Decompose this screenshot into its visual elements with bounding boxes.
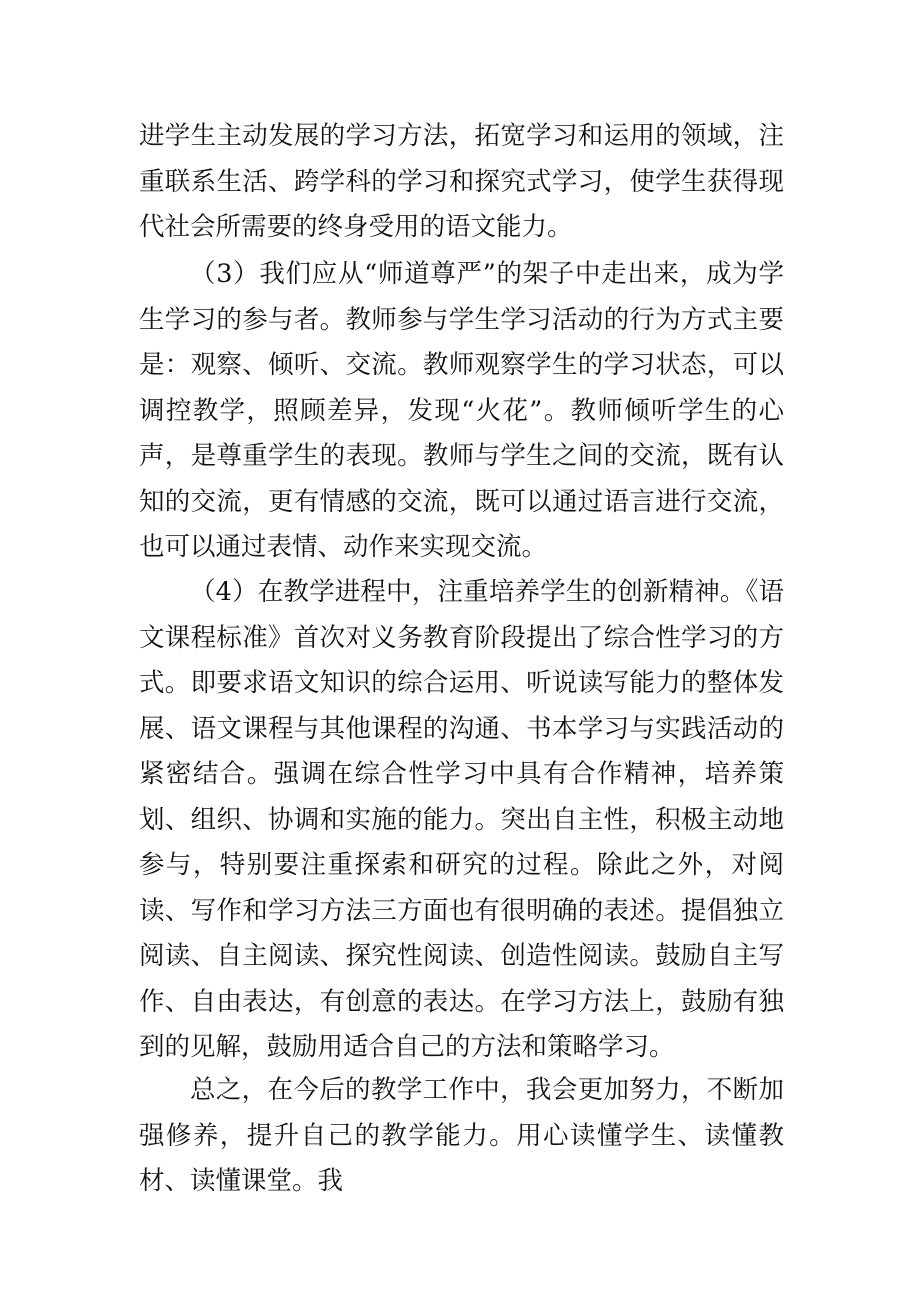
- paragraph-point-4: （4）在教学进程中，注重培养学生的创新精神。《语文课程标准》首次对义务教育阶段提出了综合性学习的方式。即要求语文知识的综合运用、听说读写能力的整体发展、语文课程与其他课程的沟通、书本学习与实践活动的紧密结合。强调在综合性学习中具有合作精神，培养策划、组织、协调和实施的能力。突出自主性，积极主动地参与，特别要注重探索和研究的过程。除此之外，对阅读、写作和学习方法三方面也有很明确的表述。提倡独立阅读、自主阅读、探究性阅读、创造性阅读。鼓励自主写作、自由表达，有创意的表达。在学习方法上，鼓励有独到的见解，鼓励用适合自己的方法和策略学习。: [139, 577, 784, 1062]
- paragraph-continuation: 进学生主动发展的学习方法，拓宽学习和运用的领域，注重联系生活、跨学科的学习和探究式学习，使学生获得现代社会所需要的终身受用的语文能力。: [139, 121, 784, 242]
- paragraph-conclusion: 总之，在今后的教学工作中，我会更加努力，不断加强修养，提升自己的教学能力。用心读懂学生、读懂教材、读懂课堂。我: [139, 1075, 784, 1196]
- paragraph-point-3: （3）我们应从“师道尊严”的架子中走出来，成为学生学习的参与者。教师参与学生学习活动的行为方式主要是：观察、倾听、交流。教师观察学生的学习状态，可以调控教学，照顾差异，发现“火花”。教师倾听学生的心声，是尊重学生的表现。教师与学生之间的交流，既有认知的交流，更有情感的交流，既可以通过语言进行交流，也可以通过表情、动作来实现交流。: [139, 259, 784, 562]
